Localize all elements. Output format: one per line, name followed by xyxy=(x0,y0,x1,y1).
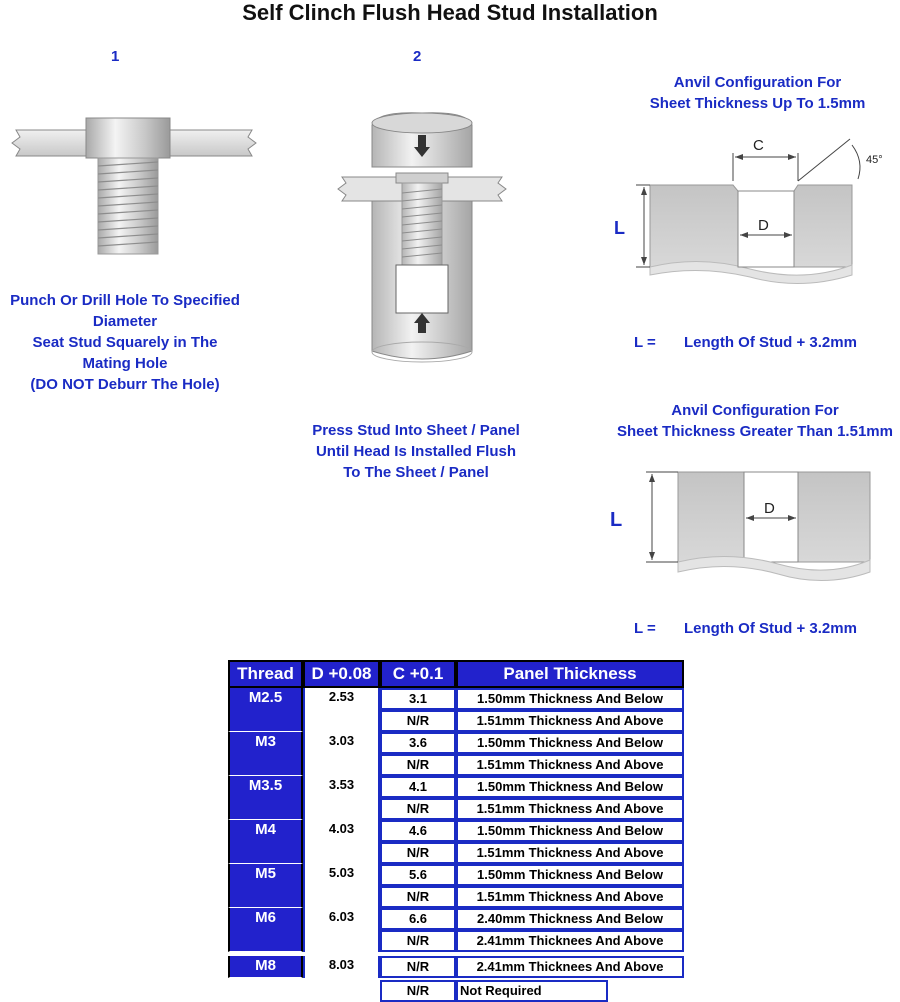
anvil-2-heading-line: Sheet Thickness Greater Than 1.51mm xyxy=(617,423,893,440)
step-2-line: Press Stud Into Sheet / Panel xyxy=(312,422,520,439)
anvil-1-angle: 45° xyxy=(866,154,883,166)
table-cell-c: N/R xyxy=(380,930,456,952)
step-2-line: Until Head Is Installed Flush xyxy=(315,443,517,460)
table-cell-panel: 1.51mm Thickness And Above xyxy=(456,842,684,864)
step-2-line: To The Sheet / Panel xyxy=(343,464,489,481)
table-cell-panel: 2.40mm Thickness And Below xyxy=(456,908,684,930)
table-cell-c: N/R xyxy=(380,798,456,820)
table-cell-panel: 1.51mm Thickness And Above xyxy=(456,886,684,908)
table-cell-c: N/R xyxy=(380,886,456,908)
table-cell-c: N/R xyxy=(380,842,456,864)
page-title: Self Clinch Flush Head Stud Installation xyxy=(242,0,658,25)
table-cell-d: 4.03 xyxy=(303,820,380,864)
anvil-1-l-value: Length Of Stud + 3.2mm xyxy=(684,334,857,351)
table-cell-c: 4.6 xyxy=(380,820,456,842)
table-cell-thread: M8 xyxy=(228,956,303,978)
table-cell-c: 4.1 xyxy=(380,776,456,798)
table-legend-text: Not Required xyxy=(456,980,608,1002)
table-cell-thread: M6 xyxy=(228,908,303,952)
anvil-2-label-d: D xyxy=(764,500,775,517)
table-cell-panel: 1.50mm Thickness And Below xyxy=(456,820,684,842)
table-cell-panel: 1.50mm Thickness And Below xyxy=(456,688,684,710)
table-cell-thread: M4 xyxy=(228,820,303,864)
table-cell-panel: 2.41mm Thicknees And Above xyxy=(456,930,684,952)
table-cell-thread: M3.5 xyxy=(228,776,303,820)
anvil-2-heading xyxy=(600,400,900,442)
table-cell-thread: M2.5 xyxy=(228,688,303,732)
step-2-instructions xyxy=(296,420,536,483)
press-stud-illustration xyxy=(330,105,510,375)
anvil-1-l-key: L = xyxy=(634,334,656,351)
table-cell-thread: M3 xyxy=(228,732,303,776)
table-cell-panel: 1.51mm Thickness And Above xyxy=(456,754,684,776)
step-1-line: Mating Hole xyxy=(82,355,168,372)
step-1-line: Diameter xyxy=(92,313,158,330)
table-cell-d: 5.03 xyxy=(303,864,380,908)
anvil-1-heading-line: Sheet Thickness Up To 1.5mm xyxy=(649,95,866,112)
table-cell-d: 8.03 xyxy=(303,956,380,978)
step-1-line: Seat Stud Squarely in The xyxy=(32,334,218,351)
table-cell-c: N/R xyxy=(380,710,456,732)
table-cell-c: 6.6 xyxy=(380,908,456,930)
table-cell-d: 3.53 xyxy=(303,776,380,820)
anvil-2-l-key: L = xyxy=(634,620,656,637)
step-1-line: (DO NOT Deburr The Hole) xyxy=(30,376,220,393)
table-cell-panel: 1.51mm Thickness And Above xyxy=(456,710,684,732)
anvil-2-label-l: L xyxy=(610,509,623,531)
table-header-d: D +0.08 xyxy=(303,660,380,688)
step-1-number: 1 xyxy=(111,48,120,65)
table-cell-panel: 1.50mm Thickness And Below xyxy=(456,864,684,886)
anvil-1-diagram xyxy=(600,135,890,300)
table-cell-c: 5.6 xyxy=(380,864,456,886)
table-cell-panel: 1.50mm Thickness And Below xyxy=(456,732,684,754)
step-1-instructions xyxy=(0,290,250,395)
step-1-line: Punch Or Drill Hole To Specified xyxy=(10,292,240,309)
table-cell-panel: 2.41mm Thicknees And Above xyxy=(456,956,684,978)
table-header-thread: Thread xyxy=(228,660,303,688)
dimension-table xyxy=(228,660,688,1000)
anvil-2-heading-line: Anvil Configuration For xyxy=(671,402,839,419)
table-cell-d: 2.53 xyxy=(303,688,380,732)
anvil-1-label-d: D xyxy=(758,217,769,234)
table-legend-code: N/R xyxy=(380,980,456,1002)
table-cell-panel: 1.50mm Thickness And Below xyxy=(456,776,684,798)
table-cell-thread: M5 xyxy=(228,864,303,908)
table-cell-d: 3.03 xyxy=(303,732,380,776)
table-cell-c: 3.6 xyxy=(380,732,456,754)
table-cell-c: 3.1 xyxy=(380,688,456,710)
table-header-c: C +0.1 xyxy=(380,660,456,688)
table-cell-panel: 1.51mm Thickness And Above xyxy=(456,798,684,820)
anvil-1-heading xyxy=(620,72,895,114)
anvil-1-heading-line: Anvil Configuration For xyxy=(673,74,842,91)
table-cell-d: 6.03 xyxy=(303,908,380,952)
anvil-2-l-value: Length Of Stud + 3.2mm xyxy=(684,620,857,637)
anvil-1-label-c: C xyxy=(753,137,764,154)
anvil-2-diagram xyxy=(600,460,890,595)
step-2-number: 2 xyxy=(413,48,422,65)
stud-in-sheet-illustration xyxy=(0,110,270,260)
anvil-1-label-l: L xyxy=(614,218,625,238)
table-cell-c: N/R xyxy=(380,754,456,776)
table-cell-c: N/R xyxy=(380,956,456,978)
table-header-panel: Panel Thickness xyxy=(456,660,684,688)
